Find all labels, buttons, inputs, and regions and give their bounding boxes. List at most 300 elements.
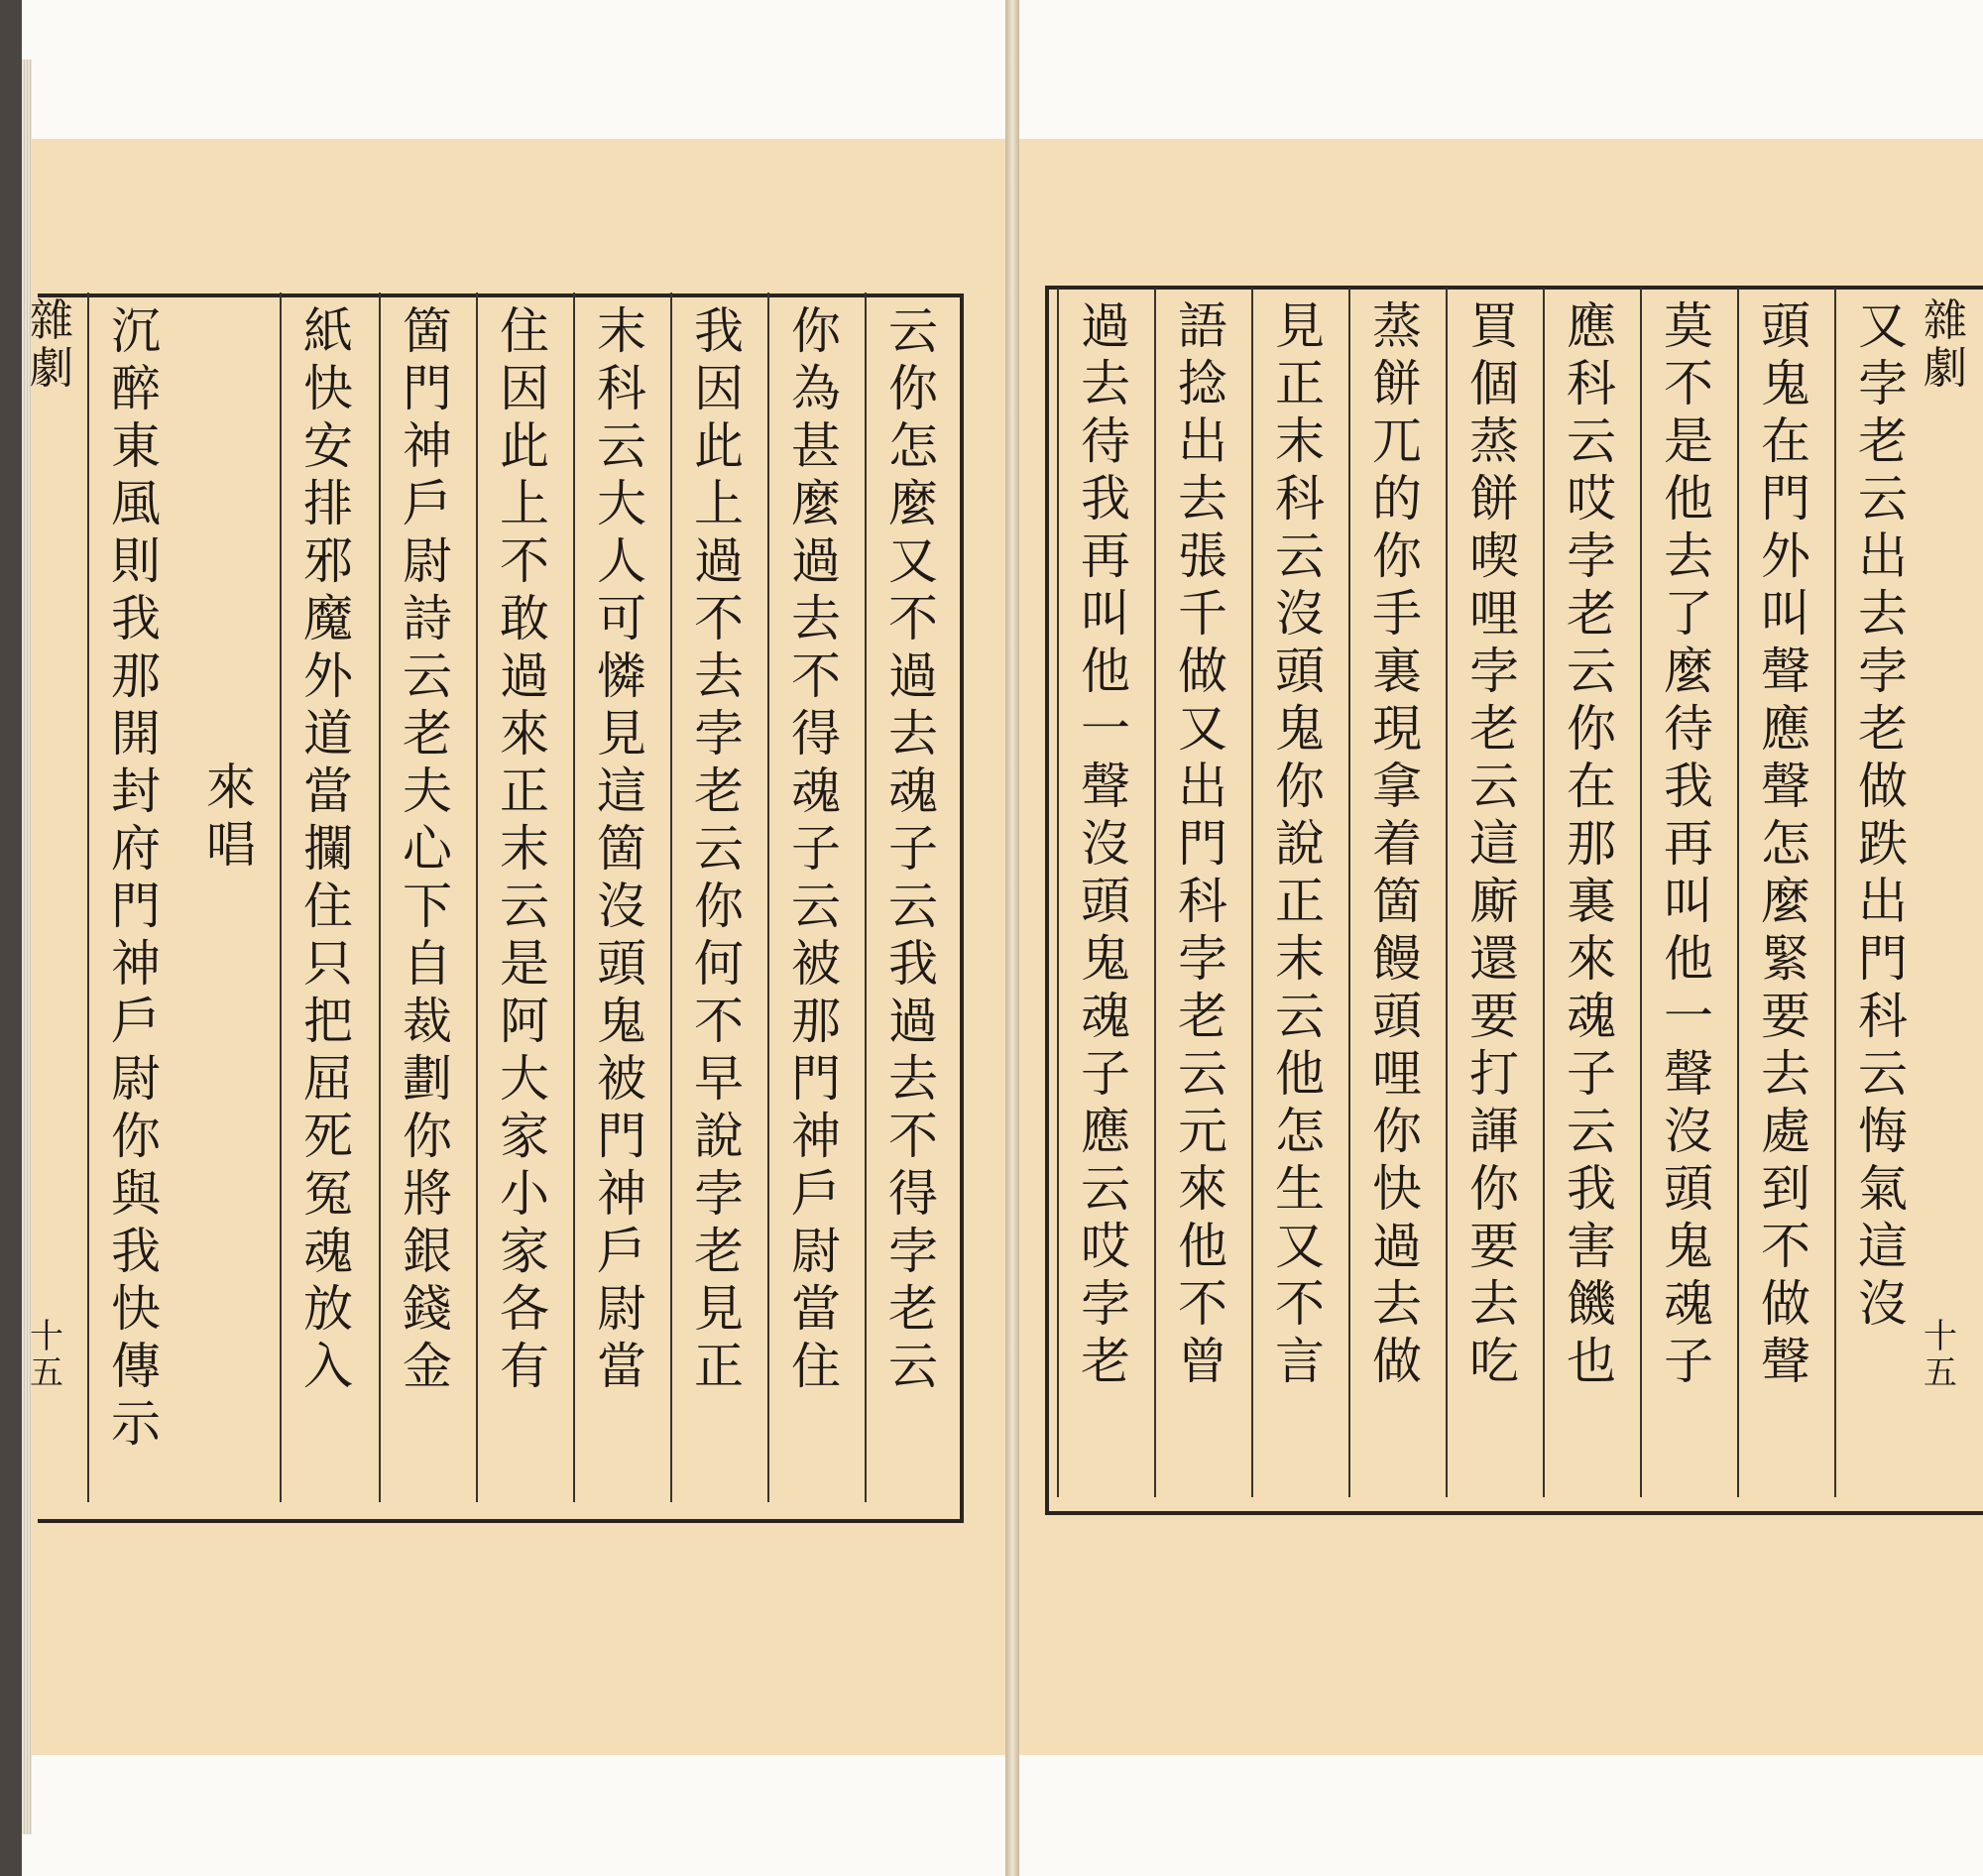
text-char: 子 bbox=[1567, 1045, 1616, 1103]
right-page-number bbox=[1924, 1319, 1983, 1393]
text-char: 去 bbox=[1372, 1275, 1422, 1333]
text-char: 何 bbox=[694, 935, 744, 993]
text-char: 老 bbox=[888, 1280, 938, 1338]
text-char: 冤 bbox=[303, 1165, 353, 1223]
text-char: 末 bbox=[1275, 412, 1325, 470]
text-char: 張 bbox=[1178, 528, 1227, 585]
text-char: 饑 bbox=[1567, 1275, 1616, 1333]
text-char: 科 bbox=[1178, 873, 1227, 930]
text-char: 應 bbox=[1081, 1103, 1130, 1160]
text-char: 門 bbox=[597, 1108, 646, 1165]
text-char: 人 bbox=[597, 532, 646, 590]
text-char: 門 bbox=[403, 360, 452, 417]
column-rule bbox=[1446, 288, 1448, 1497]
text-char: 他 bbox=[1664, 470, 1713, 528]
text-char: 頭 bbox=[597, 935, 646, 993]
text-char: 不 bbox=[694, 993, 744, 1050]
column-rule bbox=[280, 293, 282, 1502]
text-char: 個 bbox=[1469, 355, 1519, 412]
text-char: 鬼 bbox=[1275, 700, 1325, 758]
text-char: 示 bbox=[111, 1395, 161, 1453]
text-char: 箇 bbox=[597, 820, 646, 878]
text-char: 怎 bbox=[888, 417, 938, 475]
text-char: 孛 bbox=[1858, 355, 1908, 412]
right-top-margin bbox=[1013, 0, 1983, 139]
text-char: 魂 bbox=[1081, 988, 1130, 1045]
text-char: 科 bbox=[1858, 988, 1908, 1045]
text-char: 快 bbox=[303, 360, 353, 417]
text-char: 應 bbox=[1567, 297, 1616, 355]
text-column bbox=[288, 302, 369, 1395]
text-char: 你 bbox=[1469, 1160, 1519, 1218]
text-char: 安 bbox=[303, 417, 353, 475]
text-char: 在 bbox=[1761, 412, 1810, 470]
text-char: 一 bbox=[1081, 700, 1130, 758]
text-char: 神 bbox=[597, 1165, 646, 1223]
text-char: 云 bbox=[1275, 528, 1325, 585]
text-char: 死 bbox=[303, 1108, 353, 1165]
column-rule bbox=[1834, 288, 1836, 1497]
text-char: 孛 bbox=[1178, 930, 1227, 988]
text-char: 沒 bbox=[1858, 1275, 1908, 1333]
text-char: 麼 bbox=[1664, 643, 1713, 700]
text-char: 快 bbox=[1372, 1160, 1422, 1218]
text-char: 劃 bbox=[403, 1050, 452, 1108]
text-char: 着 bbox=[1372, 815, 1422, 873]
text-char: 我 bbox=[694, 302, 744, 360]
text-char: 不 bbox=[1664, 355, 1713, 412]
column-rule bbox=[1251, 288, 1253, 1497]
text-char: 門 bbox=[1858, 930, 1908, 988]
text-char: 箇 bbox=[1372, 873, 1422, 930]
text-char: 我 bbox=[888, 935, 938, 993]
text-char: 去 bbox=[888, 1050, 938, 1108]
text-char: 不 bbox=[500, 532, 549, 590]
text-char: 他 bbox=[1081, 643, 1130, 700]
text-char: 云 bbox=[1469, 758, 1519, 815]
text-char: 我 bbox=[1081, 470, 1130, 528]
text-char: 將 bbox=[403, 1165, 452, 1223]
text-char: 風 bbox=[111, 475, 161, 532]
text-char: 頭 bbox=[1761, 297, 1810, 355]
text-char: 云 bbox=[888, 1338, 938, 1395]
text-char: 魂 bbox=[1567, 988, 1616, 1045]
text-char: 紙 bbox=[303, 302, 353, 360]
text-char: 去 bbox=[1858, 585, 1908, 643]
text-char: 哎 bbox=[1567, 470, 1616, 528]
text-char: 捻 bbox=[1178, 355, 1227, 412]
text-char: 孛 bbox=[1081, 1275, 1130, 1333]
text-char: 下 bbox=[403, 878, 452, 935]
text-char: 語 bbox=[1178, 297, 1227, 355]
text-char: 要 bbox=[1469, 988, 1519, 1045]
text-char: 住 bbox=[303, 878, 353, 935]
text-char: 見 bbox=[1275, 297, 1325, 355]
text-char: 放 bbox=[303, 1280, 353, 1338]
text-char: 來 bbox=[1178, 1160, 1227, 1218]
left-top-margin bbox=[22, 0, 1009, 139]
text-char: 唱 bbox=[206, 816, 256, 874]
text-char: 麼 bbox=[1761, 873, 1810, 930]
text-char: 子 bbox=[888, 820, 938, 878]
text-char: 孛 bbox=[694, 705, 744, 762]
page-number-text: 十五 bbox=[30, 1317, 63, 1394]
text-char: 詩 bbox=[403, 590, 452, 647]
text-char: 我 bbox=[1567, 1160, 1616, 1218]
text-char: 要 bbox=[1761, 988, 1810, 1045]
column-rule bbox=[865, 293, 867, 1502]
text-char: 哩 bbox=[1469, 585, 1519, 643]
text-char: 魔 bbox=[303, 590, 353, 647]
text-char: 過 bbox=[888, 647, 938, 705]
text-char: 外 bbox=[1761, 528, 1810, 585]
text-char: 戶 bbox=[791, 1165, 841, 1223]
text-char: 沒 bbox=[597, 878, 646, 935]
text-column bbox=[1648, 297, 1729, 1390]
text-char: 出 bbox=[1178, 412, 1227, 470]
text-char: 應 bbox=[1761, 700, 1810, 758]
text-char: 沒 bbox=[1081, 815, 1130, 873]
text-char: 被 bbox=[791, 935, 841, 993]
text-char: 尉 bbox=[597, 1280, 646, 1338]
text-char: 老 bbox=[1469, 700, 1519, 758]
text-char: 我 bbox=[111, 1223, 161, 1280]
text-char: 是 bbox=[500, 935, 549, 993]
text-char: 老 bbox=[403, 705, 452, 762]
text-char: 那 bbox=[1567, 815, 1616, 873]
text-char: 了 bbox=[1664, 585, 1713, 643]
text-char: 科 bbox=[597, 360, 646, 417]
text-char: 門 bbox=[1761, 470, 1810, 528]
text-char: 過 bbox=[694, 532, 744, 590]
text-column bbox=[581, 302, 662, 1395]
column-rule bbox=[1737, 288, 1739, 1497]
text-char: 住 bbox=[500, 302, 549, 360]
text-char: 去 bbox=[1664, 528, 1713, 585]
text-char: 再 bbox=[1664, 815, 1713, 873]
text-char: 魂 bbox=[888, 762, 938, 820]
text-char: 魂 bbox=[1664, 1275, 1713, 1333]
text-char: 子 bbox=[1664, 1333, 1713, 1390]
text-char: 跌 bbox=[1858, 815, 1908, 873]
text-char: 老 bbox=[1178, 988, 1227, 1045]
text-char: 老 bbox=[1858, 700, 1908, 758]
text-char: 敢 bbox=[500, 590, 549, 647]
text-char: 去 bbox=[694, 647, 744, 705]
text-char: 孛 bbox=[1858, 643, 1908, 700]
text-char: 待 bbox=[1664, 700, 1713, 758]
text-char: 他 bbox=[1178, 1218, 1227, 1275]
text-char: 此 bbox=[500, 417, 549, 475]
text-char: 怎 bbox=[1761, 815, 1810, 873]
text-char: 孛 bbox=[888, 1223, 938, 1280]
text-char: 做 bbox=[1178, 643, 1227, 700]
text-char: 孛 bbox=[1567, 528, 1616, 585]
text-char: 排 bbox=[303, 475, 353, 532]
text-char: 元 bbox=[1178, 1103, 1227, 1160]
text-char: 餅 bbox=[1372, 355, 1422, 412]
text-column bbox=[484, 302, 565, 1395]
text-char: 云 bbox=[1275, 988, 1325, 1045]
text-char: 說 bbox=[1275, 815, 1325, 873]
text-char: 云 bbox=[1567, 412, 1616, 470]
text-char: 當 bbox=[303, 762, 353, 820]
right-bottom-margin bbox=[1013, 1755, 1983, 1876]
text-char: 鬼 bbox=[1081, 930, 1130, 988]
text-char: 孛 bbox=[694, 1165, 744, 1223]
text-char: 神 bbox=[111, 935, 161, 993]
text-char: 道 bbox=[303, 705, 353, 762]
text-char: 又 bbox=[1275, 1218, 1325, 1275]
text-char: 兀 bbox=[1372, 412, 1422, 470]
text-column bbox=[1259, 297, 1341, 1390]
text-char: 甚 bbox=[791, 417, 841, 475]
text-char: 門 bbox=[111, 878, 161, 935]
text-char: 餅 bbox=[1469, 470, 1519, 528]
column-rule bbox=[670, 293, 672, 1502]
text-char: 不 bbox=[1178, 1275, 1227, 1333]
text-char: 云 bbox=[888, 878, 938, 935]
text-char: 屈 bbox=[303, 1050, 353, 1108]
text-char: 老 bbox=[694, 762, 744, 820]
text-char: 氣 bbox=[1858, 1160, 1908, 1218]
text-char: 去 bbox=[1081, 355, 1130, 412]
text-char: 尉 bbox=[403, 532, 452, 590]
text-char: 開 bbox=[111, 705, 161, 762]
text-char: 又 bbox=[1178, 700, 1227, 758]
text-char: 則 bbox=[111, 532, 161, 590]
text-char: 戶 bbox=[597, 1223, 646, 1280]
text-char: 買 bbox=[1469, 297, 1519, 355]
text-char: 麼 bbox=[791, 475, 841, 532]
text-char: 吃 bbox=[1469, 1333, 1519, 1390]
text-char: 去 bbox=[1469, 1275, 1519, 1333]
text-char: 叫 bbox=[1664, 873, 1713, 930]
text-char: 子 bbox=[1081, 1045, 1130, 1103]
text-char: 上 bbox=[500, 475, 549, 532]
text-char: 要 bbox=[1469, 1218, 1519, 1275]
right-margin-title bbox=[1924, 297, 1983, 394]
text-char: 做 bbox=[1858, 758, 1908, 815]
text-char: 科 bbox=[1275, 470, 1325, 528]
text-char: 魂 bbox=[791, 762, 841, 820]
text-char: 早 bbox=[694, 1050, 744, 1108]
text-char: 老 bbox=[1081, 1333, 1130, 1390]
left-margin-title bbox=[30, 297, 89, 394]
text-char: 我 bbox=[1664, 758, 1713, 815]
text-char: 哎 bbox=[1081, 1218, 1130, 1275]
text-char: 蒸 bbox=[1469, 412, 1519, 470]
text-char: 云 bbox=[403, 647, 452, 705]
text-char: 沒 bbox=[1664, 1103, 1713, 1160]
text-char: 過 bbox=[1081, 297, 1130, 355]
text-char: 小 bbox=[500, 1165, 549, 1223]
text-char: 夫 bbox=[403, 762, 452, 820]
text-char: 現 bbox=[1372, 700, 1422, 758]
text-column bbox=[95, 302, 176, 1453]
text-char: 去 bbox=[1178, 470, 1227, 528]
text-char: 末 bbox=[500, 820, 549, 878]
column-rule bbox=[767, 293, 769, 1502]
text-char: 過 bbox=[1372, 1218, 1422, 1275]
text-char: 大 bbox=[500, 1050, 549, 1108]
text-char: 頭 bbox=[1372, 988, 1422, 1045]
text-char: 鬼 bbox=[1761, 355, 1810, 412]
text-char: 頭 bbox=[1275, 643, 1325, 700]
text-char: 拿 bbox=[1372, 758, 1422, 815]
text-char: 言 bbox=[1275, 1333, 1325, 1390]
text-char: 這 bbox=[597, 762, 646, 820]
text-char: 也 bbox=[1567, 1333, 1616, 1390]
text-char: 正 bbox=[694, 1338, 744, 1395]
text-char: 得 bbox=[888, 1165, 938, 1223]
text-char: 神 bbox=[791, 1108, 841, 1165]
text-char: 家 bbox=[500, 1108, 549, 1165]
text-char: 待 bbox=[1081, 412, 1130, 470]
text-char: 聲 bbox=[1664, 1045, 1713, 1103]
text-char: 正 bbox=[500, 762, 549, 820]
text-char: 頭 bbox=[1664, 1160, 1713, 1218]
text-char: 來 bbox=[1567, 930, 1616, 988]
text-char: 你 bbox=[1372, 1103, 1422, 1160]
text-char: 自 bbox=[403, 935, 452, 993]
text-char: 云 bbox=[1081, 1160, 1130, 1218]
text-column-short bbox=[190, 759, 272, 874]
text-char: 門 bbox=[1178, 815, 1227, 873]
text-char: 云 bbox=[1567, 1103, 1616, 1160]
text-char: 云 bbox=[1178, 1045, 1227, 1103]
text-char: 封 bbox=[111, 762, 161, 820]
left-bottom-margin bbox=[22, 1755, 1009, 1876]
text-char: 一 bbox=[1664, 988, 1713, 1045]
text-char: 鬼 bbox=[597, 993, 646, 1050]
text-char: 再 bbox=[1081, 528, 1130, 585]
text-char: 因 bbox=[500, 360, 549, 417]
text-char: 悔 bbox=[1858, 1103, 1908, 1160]
text-char: 云 bbox=[1567, 643, 1616, 700]
text-char: 曾 bbox=[1178, 1333, 1227, 1390]
text-char: 廝 bbox=[1469, 873, 1519, 930]
text-char: 子 bbox=[791, 820, 841, 878]
text-char: 當 bbox=[597, 1338, 646, 1395]
text-char: 只 bbox=[303, 935, 353, 993]
text-char: 他 bbox=[1275, 1045, 1325, 1103]
text-char: 蒸 bbox=[1372, 297, 1422, 355]
text-char: 出 bbox=[1858, 528, 1908, 585]
text-char: 你 bbox=[111, 1108, 161, 1165]
text-char: 戶 bbox=[403, 475, 452, 532]
text-char: 又 bbox=[1858, 297, 1908, 355]
text-char: 邪 bbox=[303, 532, 353, 590]
text-char: 云 bbox=[1858, 1045, 1908, 1103]
text-char: 家 bbox=[500, 1223, 549, 1280]
text-char: 出 bbox=[1858, 873, 1908, 930]
text-char: 末 bbox=[1275, 930, 1325, 988]
text-char: 麼 bbox=[888, 475, 938, 532]
text-char: 喫 bbox=[1469, 528, 1519, 585]
column-rule bbox=[1348, 288, 1350, 1497]
text-char: 叫 bbox=[1761, 585, 1810, 643]
margin-title-text: 雜劇 bbox=[30, 295, 73, 395]
text-char: 生 bbox=[1275, 1160, 1325, 1218]
text-char: 攔 bbox=[303, 820, 353, 878]
text-char: 得 bbox=[791, 705, 841, 762]
text-char: 老 bbox=[694, 1223, 744, 1280]
text-char: 那 bbox=[111, 647, 161, 705]
text-char: 饅 bbox=[1372, 930, 1422, 988]
text-char: 府 bbox=[111, 820, 161, 878]
text-char: 你 bbox=[1567, 700, 1616, 758]
text-char: 見 bbox=[694, 1280, 744, 1338]
text-char: 怎 bbox=[1275, 1103, 1325, 1160]
text-char: 過 bbox=[500, 647, 549, 705]
text-char: 說 bbox=[694, 1108, 744, 1165]
text-char: 尉 bbox=[111, 1050, 161, 1108]
text-char: 門 bbox=[791, 1050, 841, 1108]
column-rule bbox=[1640, 288, 1642, 1497]
text-char: 錢 bbox=[403, 1280, 452, 1338]
text-char: 憐 bbox=[597, 647, 646, 705]
text-column bbox=[775, 302, 857, 1395]
text-column bbox=[1454, 297, 1535, 1390]
text-char: 在 bbox=[1567, 758, 1616, 815]
text-char: 你 bbox=[1372, 528, 1422, 585]
text-char: 裁 bbox=[403, 993, 452, 1050]
column-rule bbox=[476, 293, 478, 1502]
text-char: 銀 bbox=[403, 1223, 452, 1280]
text-char: 手 bbox=[1372, 585, 1422, 643]
text-char: 外 bbox=[303, 647, 353, 705]
text-char: 孛 bbox=[1469, 643, 1519, 700]
text-char: 云 bbox=[597, 417, 646, 475]
text-char: 科 bbox=[1567, 355, 1616, 412]
text-char: 這 bbox=[1858, 1218, 1908, 1275]
text-char: 去 bbox=[888, 705, 938, 762]
text-char: 我 bbox=[111, 590, 161, 647]
text-char: 你 bbox=[403, 1108, 452, 1165]
text-char: 哩 bbox=[1372, 1045, 1422, 1103]
text-char: 出 bbox=[1178, 758, 1227, 815]
text-char: 沒 bbox=[1275, 585, 1325, 643]
text-char: 不 bbox=[791, 647, 841, 705]
text-char: 不 bbox=[1761, 1218, 1810, 1275]
text-char: 沉 bbox=[111, 302, 161, 360]
text-char: 不 bbox=[888, 590, 938, 647]
text-char: 諢 bbox=[1469, 1103, 1519, 1160]
text-char: 醉 bbox=[111, 360, 161, 417]
text-char: 老 bbox=[1858, 412, 1908, 470]
text-char: 來 bbox=[206, 759, 256, 816]
text-char: 聲 bbox=[1081, 758, 1130, 815]
text-column bbox=[1162, 297, 1243, 1390]
text-column bbox=[1745, 297, 1826, 1390]
text-char: 緊 bbox=[1761, 930, 1810, 988]
text-char: 打 bbox=[1469, 1045, 1519, 1103]
text-char: 心 bbox=[403, 820, 452, 878]
text-char: 他 bbox=[1664, 930, 1713, 988]
text-char: 大 bbox=[597, 475, 646, 532]
text-char: 你 bbox=[888, 360, 938, 417]
text-char: 魂 bbox=[303, 1223, 353, 1280]
text-char: 被 bbox=[597, 1050, 646, 1108]
text-char: 東 bbox=[111, 417, 161, 475]
text-char: 各 bbox=[500, 1280, 549, 1338]
text-char: 箇 bbox=[403, 302, 452, 360]
text-char: 可 bbox=[597, 590, 646, 647]
text-char: 還 bbox=[1469, 930, 1519, 988]
page-number-text: 十五 bbox=[1924, 1317, 1957, 1394]
text-char: 這 bbox=[1469, 815, 1519, 873]
